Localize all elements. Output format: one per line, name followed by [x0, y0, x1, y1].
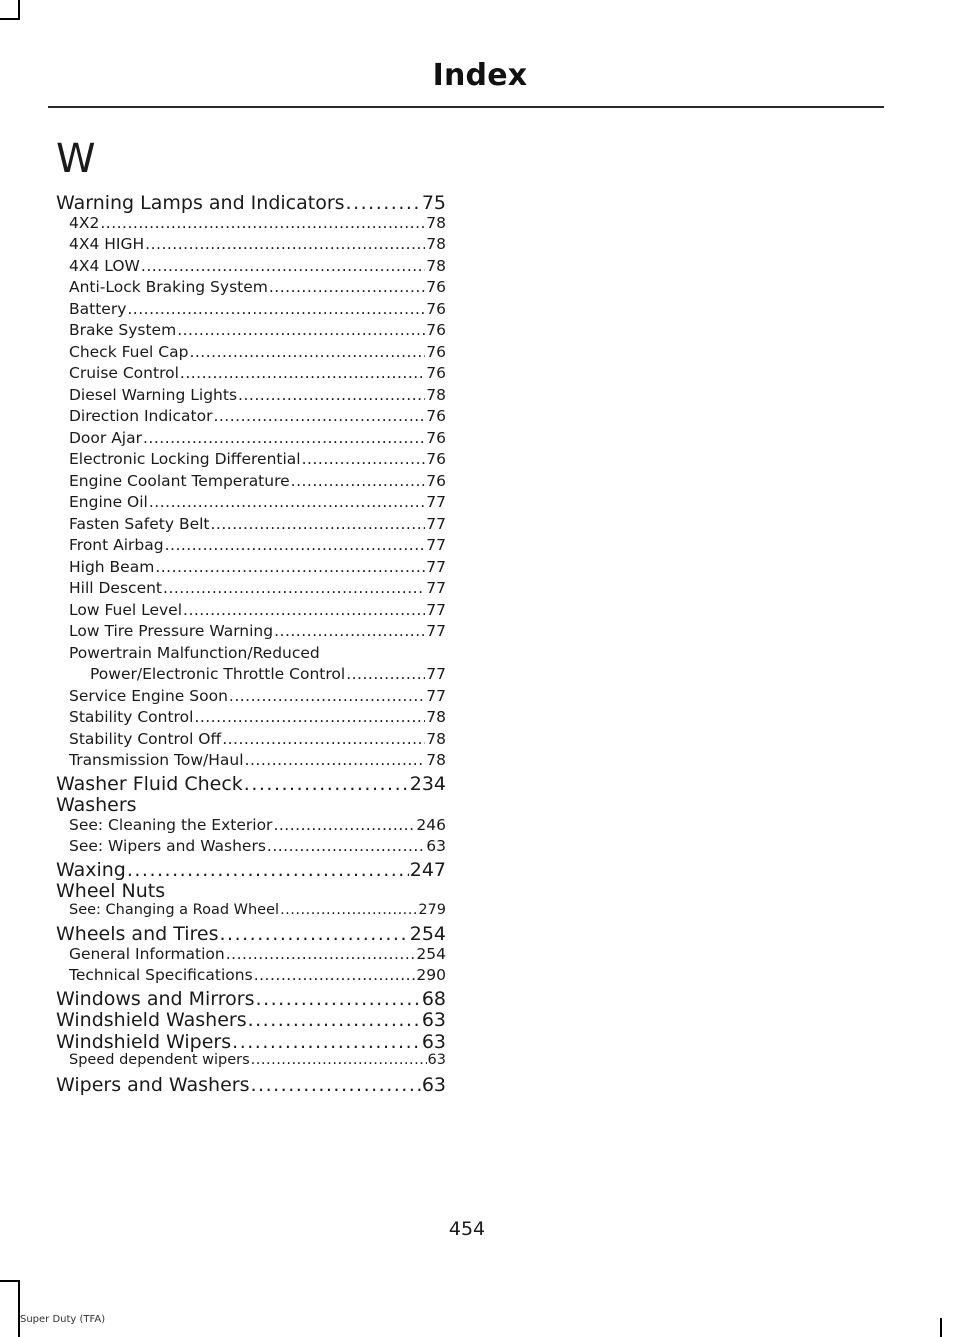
index-entry[interactable]: Waxing ..... 247 [56, 859, 446, 881]
footer-model-label: Super Duty (TFA) [20, 1314, 106, 1325]
index-subentry[interactable]: Stability Control ..... 78 [56, 708, 446, 730]
index-subentry-continued[interactable]: Power/Electronic Throttle Control ..... 77 [56, 665, 446, 687]
index-entry[interactable]: Wheels and Tires ..... 254 [56, 923, 446, 945]
crop-mark [18, 1280, 20, 1337]
index-entry[interactable]: Warning Lamps and Indicators ..... 75 [56, 192, 446, 214]
crop-mark [18, 0, 20, 18]
index-subentry[interactable]: See: Changing a Road Wheel ..... 279 [56, 902, 446, 924]
header-divider [48, 106, 884, 108]
index-subentry[interactable]: Front Airbag ..... 77 [56, 536, 446, 558]
index-subentry[interactable]: General Information ..... 254 [56, 945, 446, 967]
index-subentry[interactable]: Low Tire Pressure Warning ..... 77 [56, 622, 446, 644]
index-entry[interactable]: Windows and Mirrors ..... 68 [56, 988, 446, 1010]
index-subentry[interactable]: Anti-Lock Braking System ..... 76 [56, 278, 446, 300]
index-subentry: Powertrain Malfunction/Reduced [69, 643, 320, 662]
index-subentry[interactable]: Hill Descent ..... 77 [56, 579, 446, 601]
index-list [56, 192, 446, 1095]
index-subentry[interactable]: 4X4 LOW ..... 78 [56, 257, 446, 279]
index-subentry[interactable]: Direction Indicator ..... 76 [56, 407, 446, 429]
index-subentry[interactable]: Electronic Locking Differential ..... 76 [56, 450, 446, 472]
crop-mark [940, 1318, 942, 1337]
page-title: Index [432, 58, 528, 93]
crop-mark [0, 18, 20, 20]
index-entry[interactable]: Wipers and Washers ..... 63 [56, 1074, 446, 1096]
index-subentry[interactable]: 4X4 HIGH ..... 78 [56, 235, 446, 257]
index-subentry[interactable]: Brake System ..... 76 [56, 321, 446, 343]
index-subentry[interactable]: See: Wipers and Washers ..... 63 [56, 837, 446, 859]
index-subentry[interactable]: Technical Specifications ..... 290 [56, 966, 446, 988]
index-subentry[interactable]: See: Cleaning the Exterior ..... 246 [56, 816, 446, 838]
index-subentry[interactable]: Speed dependent wipers ..... 63 [56, 1052, 446, 1074]
index-subentry[interactable]: Low Fuel Level ..... 77 [56, 601, 446, 623]
crop-mark [0, 1280, 20, 1282]
index-subentry[interactable]: Battery ..... 76 [56, 300, 446, 322]
index-subentry[interactable]: Diesel Warning Lights ..... 78 [56, 386, 446, 408]
index-subentry[interactable]: Door Ajar ..... 76 [56, 429, 446, 451]
index-subentry[interactable]: Service Engine Soon ..... 77 [56, 687, 446, 709]
index-subentry[interactable]: Engine Coolant Temperature ..... 76 [56, 472, 446, 494]
index-subentry[interactable]: Engine Oil ..... 77 [56, 493, 446, 515]
index-subentry[interactable]: Cruise Control ..... 76 [56, 364, 446, 386]
index-entry: Wheel Nuts [56, 880, 166, 902]
page-number: 454 [448, 1218, 486, 1240]
index-subentry[interactable]: 4X2 ..... 78 [56, 214, 446, 236]
index-subentry[interactable]: Stability Control Off ..... 78 [56, 730, 446, 752]
index-entry[interactable]: Windshield Washers ..... 63 [56, 1009, 446, 1031]
index-entry[interactable]: Washer Fluid Check ..... 234 [56, 773, 446, 795]
index-subentry[interactable]: Transmission Tow/Haul ..... 78 [56, 751, 446, 773]
index-subentry[interactable]: High Beam ..... 77 [56, 558, 446, 580]
index-subentry[interactable]: Check Fuel Cap ..... 76 [56, 343, 446, 365]
section-letter: W [56, 136, 96, 182]
index-entry: Washers [56, 794, 137, 816]
index-entry[interactable]: Windshield Wipers ..... 63 [56, 1031, 446, 1053]
index-subentry[interactable]: Fasten Safety Belt ..... 77 [56, 515, 446, 537]
